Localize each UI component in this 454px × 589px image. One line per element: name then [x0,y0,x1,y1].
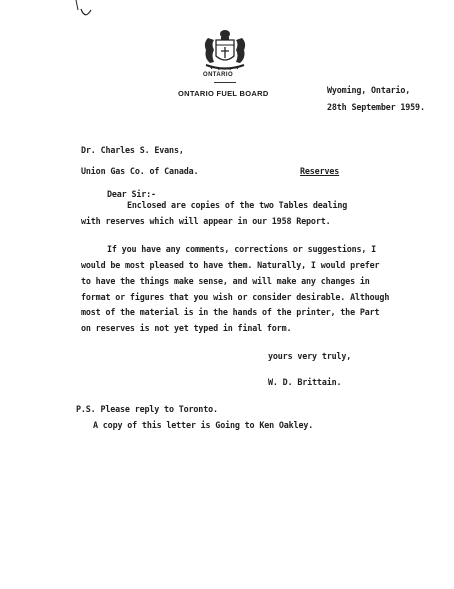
postscript-line: A copy of this letter is Going to Ken Oakley. [93,420,314,430]
recipient-name: Dr. Charles S. Evans, [81,145,184,155]
paragraph-line: on reserves is not yet typed in final form. [81,323,292,333]
recipient-company: Union Gas Co. of Canada. [81,166,199,176]
letterhead-divider [214,82,236,83]
paragraph-line: Enclosed are copies of the two Tables dealing [127,200,348,210]
postscript-line: P.S. Please reply to Toronto. [76,404,218,414]
paragraph-line: If you have any comments, corrections or suggestions, I [107,244,377,254]
subject-line: Reserves [300,166,340,176]
signature: W. D. Brittain. [268,377,342,387]
paragraph-line: to have the things make sense, and will make any changes in [81,276,370,286]
ontario-coat-of-arms-icon [200,28,250,72]
closing: yours very truly, [268,351,352,361]
place-line: Wyoming, Ontario, [327,85,411,95]
paragraph-line: would be most pleased to have them. Naturally, I would prefer [81,260,380,270]
pen-mark [70,0,94,22]
province-name: ONTARIO [203,72,234,78]
salutation: Dear Sir:- [107,189,156,199]
date-line: 28th September 1959. [327,102,425,112]
board-name: ONTARIO FUEL BOARD [178,89,269,98]
paragraph-line: with reserves which will appear in our 1958 Report. [81,216,331,226]
paragraph-line: format or figures that you wish or consider desirable. Although [81,292,390,302]
paragraph-line: most of the material is in the hands of the printer, the Part [81,307,380,317]
